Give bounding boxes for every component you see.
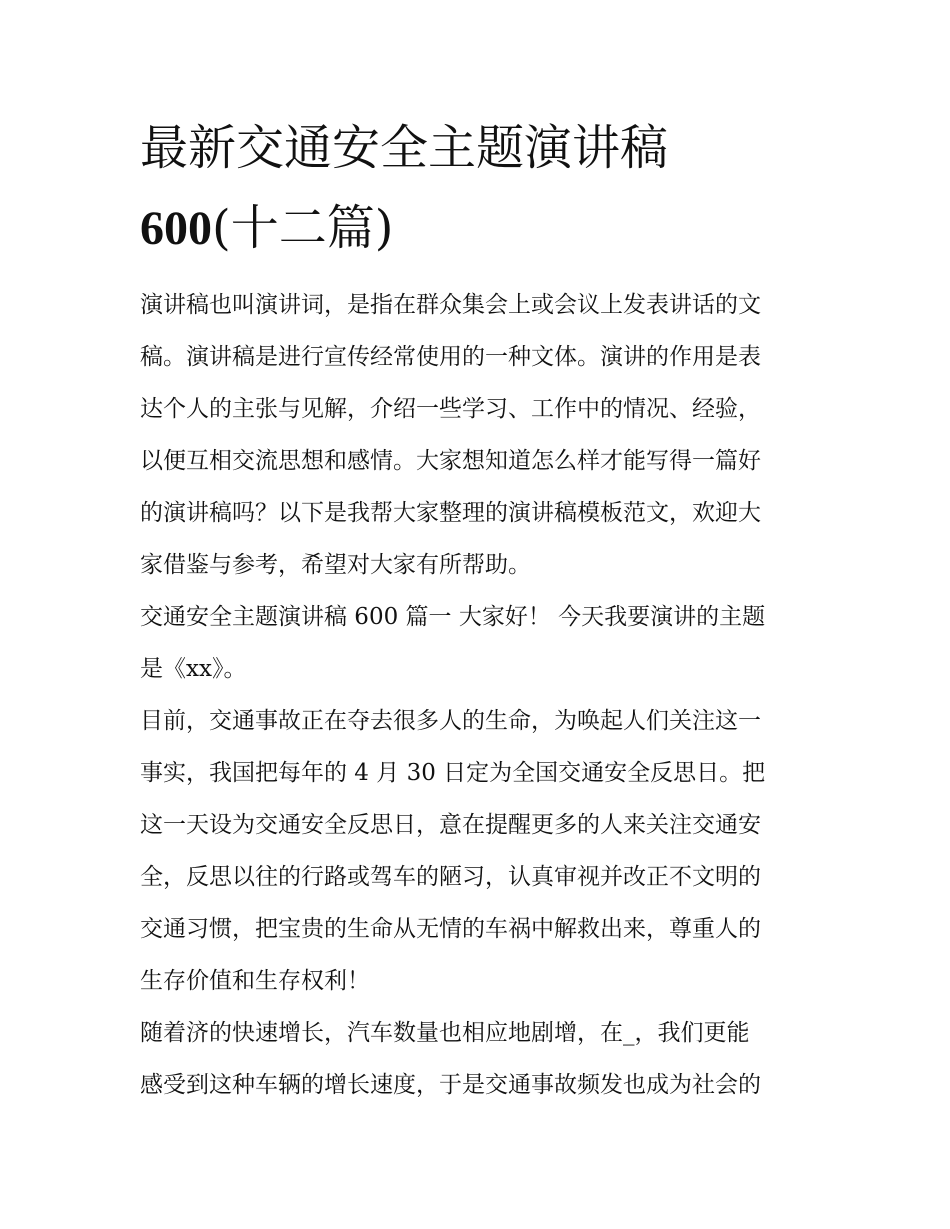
- intro-paragraph: [140, 279, 820, 591]
- paragraph-line: 的演讲稿吗？以下是我帮大家整理的演讲稿模板范文，欢迎大: [140, 500, 761, 526]
- paragraph-line: 演讲稿也叫演讲词，是指在群众集会上或会议上发表讲话的文: [140, 292, 761, 318]
- paragraph-line: 生存价值和生存权利！: [140, 968, 370, 994]
- paragraph-line: 交通安全主题演讲稿 600 篇一 大家好！ 今天我要演讲的主题: [140, 604, 766, 630]
- document-title: [140, 108, 820, 269]
- paragraph-line: 随着济的快速增长，汽车数量也相应地剧增，在_，我们更能: [140, 1020, 750, 1046]
- body-paragraph: [140, 1007, 820, 1111]
- title-suffix: (十二篇): [212, 200, 394, 256]
- paragraph-line: 目前，交通事故正在夺去很多人的生命，为唤起人们关注这一: [140, 708, 761, 734]
- body-paragraph: [140, 695, 820, 1007]
- paragraph-line: 达个人的主张与见解，介绍一些学习、工作中的情况、经验，: [140, 396, 761, 422]
- paragraph-line: 是《xx》。: [140, 656, 247, 682]
- speech-heading-paragraph: [140, 591, 820, 695]
- document-content: [140, 108, 820, 1111]
- title-number: 600: [140, 202, 212, 255]
- title-line-1: 最新交通安全主题演讲稿: [140, 120, 669, 176]
- paragraph-line: 全，反思以往的行路或驾车的陋习，认真审视并改正不文明的: [140, 864, 761, 890]
- paragraph-line: 稿。演讲稿是进行宣传经常使用的一种文体。演讲的作用是表: [140, 344, 761, 370]
- paragraph-line: 这一天设为交通安全反思日，意在提醒更多的人来关注交通安: [140, 812, 761, 838]
- title-line-2: [140, 188, 820, 269]
- paragraph-line: 家借鉴与参考，希望对大家有所帮助。: [140, 552, 531, 578]
- paragraph-line: 以便互相交流思想和感情。大家想知道怎么样才能写得一篇好: [140, 448, 761, 474]
- paragraph-line: 感受到这种车辆的增长速度，于是交通事故频发也成为社会的: [140, 1072, 761, 1098]
- paragraph-line: 事实，我国把每年的 4 月 30 日定为全国交通安全反思日。把: [140, 760, 766, 786]
- paragraph-line: 交通习惯，把宝贵的生命从无情的车祸中解救出来，尊重人的: [140, 916, 761, 942]
